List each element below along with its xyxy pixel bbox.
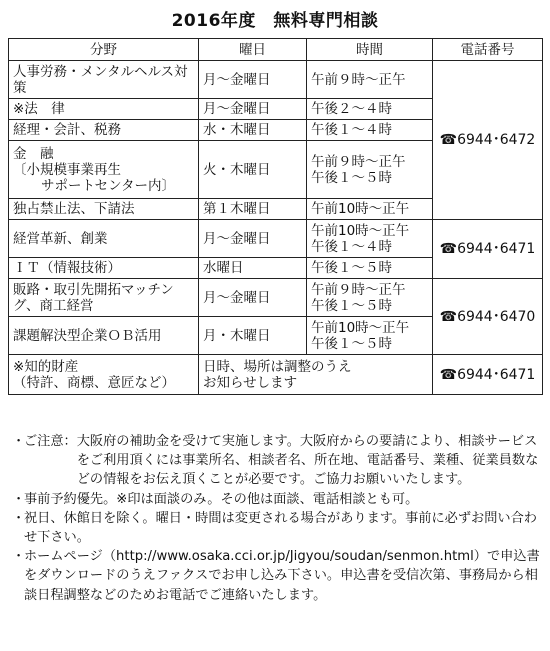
day-cell: 第１木曜日 [199,199,307,220]
day-cell: 水曜日 [199,258,307,279]
note-homepage [12,547,542,605]
note-holidays [12,509,542,547]
field-sub: 〔小規模事業再生 [13,161,121,178]
caution-text: 大阪府の補助金を受けて実施します。大阪府からの要請により、相談サービスをご利用頂くには事業所名、相談者名、所在地、電話番号、業種、従業員数などの情報をお伝え頂くことが必要です。ご協力お願いいたします。 [76,434,539,488]
field-cell: 人事労務・メンタルヘルス対策 [9,61,199,99]
header-phone: 電話番号 [433,39,543,61]
phone-cell: ☎6944･6471 [433,220,543,279]
bullet: ・ [12,510,26,526]
field-cell [9,141,199,199]
note-caution [12,432,542,490]
time-cell: 午後２～４時 [307,99,433,120]
field-main: 金 融 [13,145,54,162]
field-cell: 課題解決型企業ＯＢ活用 [9,317,199,355]
day-cell: 月～金曜日 [199,99,307,120]
day-cell: 水・木曜日 [199,120,307,141]
caution-label: ご注意： [24,434,77,449]
bullet: ・ [12,434,26,449]
table-row [9,61,543,99]
field-cell: ＩＴ（情報技術） [9,258,199,279]
time-cell: 午後１～４時 [307,120,433,141]
phone-cell: ☎6944･6472 [433,61,543,220]
page-title: 2016年度 無料専門相談 [171,11,379,31]
field-sub: サポートセンター内〕 [41,177,176,194]
phone-cell: ☎6944･6470 [433,279,543,355]
field-cell: 独占禁止法、下請法 [9,199,199,220]
day-time-cell: 日時、場所は調整のうえ お知らせします [199,355,433,395]
day-cell: 月・木曜日 [199,317,307,355]
note-reservation [12,490,542,509]
phone-cell: ☎6944･6471 [433,355,543,395]
field-cell: ※知的財産 （特許、商標、意匠など） [9,355,199,395]
day-cell: 月～金曜日 [199,61,307,99]
time-cell: 午後１～５時 [307,258,433,279]
table-header-row [9,39,543,61]
time-cell: 午前９時～正午 [307,61,433,99]
table-row [9,355,543,395]
consultation-table [8,38,543,395]
time-cell: 午前10時～正午 [307,199,433,220]
note-text: 事前予約優先。※印は面談のみ。その他は面談、電話相談とも可。 [24,491,419,507]
bullet: ・ [12,491,26,507]
bullet: ・ [12,549,26,565]
time-cell: 午前10時～正午 午後１～４時 [307,220,433,258]
field-cell: 経営革新、創業 [9,220,199,258]
header-field: 分野 [9,39,199,61]
day-cell: 月～金曜日 [199,279,307,317]
table-row [9,279,543,317]
time-cell: 午前９時～正午 午後１～５時 [307,279,433,317]
field-cell: ※法 律 [9,99,199,120]
notes-section [12,432,542,605]
note-text: ホームページ（http://www.osaka.cci.or.jp/Jigyou/soudan/senmon.html）で申込書をダウンロードのうえファクスでお申し込み下さい。申込書を受信次第、事務局から相談日程調整などのためお電話でご連絡いたします。 [24,549,540,603]
day-cell: 月～金曜日 [199,220,307,258]
field-cell: 販路・取引先開拓マッチング、商工経営 [9,279,199,317]
day-cell: 火・木曜日 [199,141,307,199]
field-cell: 経理・会計、税務 [9,120,199,141]
header-day: 曜日 [199,39,307,61]
time-cell: 午前９時～正午 午後１～５時 [307,141,433,199]
table-row [9,220,543,258]
time-cell: 午前10時～正午 午後１～５時 [307,317,433,355]
note-text: 祝日、休館日を除く。曜日・時間は変更される場合があります。事前に必ずお問い合わせ下さい。 [24,510,537,546]
header-time: 時間 [307,39,433,61]
